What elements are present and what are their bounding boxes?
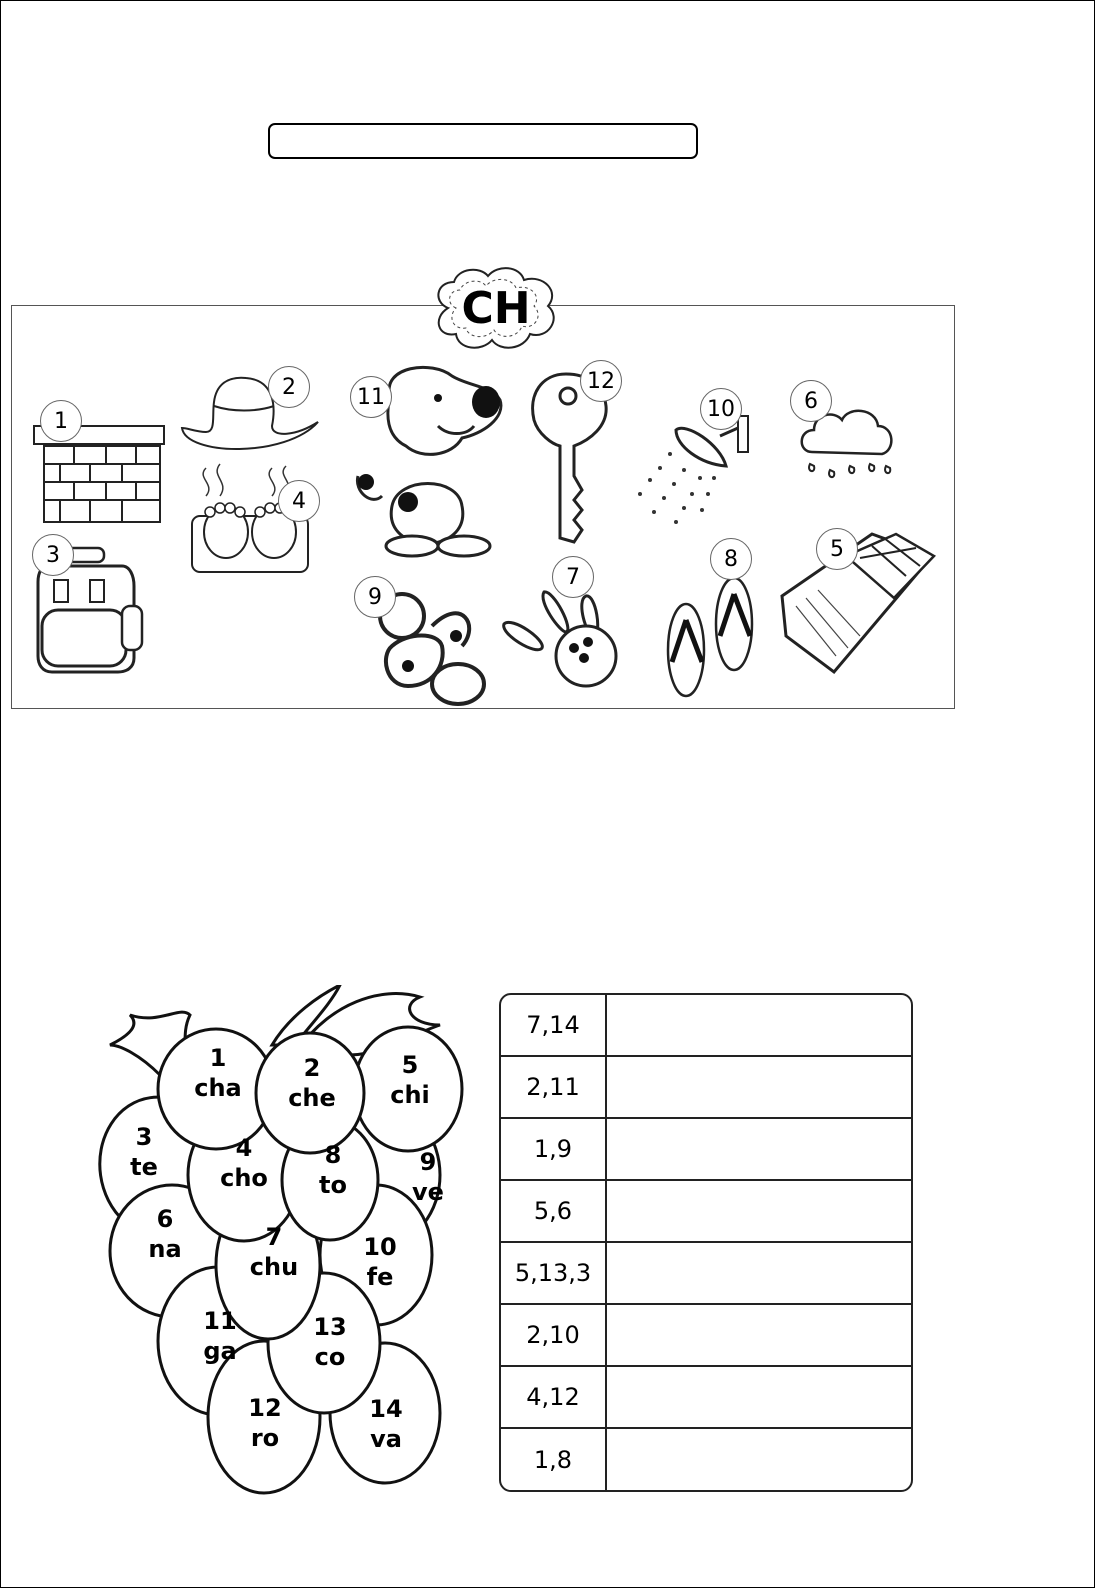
answer-field[interactable] <box>605 1057 911 1117</box>
picture-number-4: 4 <box>278 480 320 522</box>
answer-field[interactable] <box>605 1119 911 1179</box>
answer-field[interactable] <box>605 1367 911 1427</box>
answer-row <box>501 1057 911 1119</box>
ch-title: CH <box>461 282 531 334</box>
picture-number-9: 9 <box>354 576 396 618</box>
answer-field[interactable] <box>605 1181 911 1241</box>
picture-number-1: 1 <box>40 400 82 442</box>
grape-12: 12 ro <box>248 1394 282 1452</box>
picture-number-10: 10 <box>700 388 742 430</box>
row-code: 5,13,3 <box>514 1259 592 1287</box>
answer-row <box>501 1119 911 1181</box>
grape-1: 1 cha <box>194 1044 242 1102</box>
grape-6: 6 na <box>148 1205 182 1263</box>
answer-row <box>501 1367 911 1429</box>
shower-image <box>630 414 760 526</box>
grape-11: 11 ga <box>203 1307 237 1365</box>
answer-field[interactable] <box>605 995 911 1055</box>
row-code: 2,10 <box>526 1321 580 1349</box>
grape-8: 8 to <box>319 1141 347 1199</box>
row-code: 2,11 <box>526 1073 580 1101</box>
row-code: 1,8 <box>533 1446 573 1474</box>
name-field[interactable] <box>268 123 698 159</box>
bowling-image <box>500 582 626 692</box>
grape-7: 7 chu <box>249 1223 299 1281</box>
picture-number-11: 11 <box>350 376 392 418</box>
grape-9: 9 ve <box>412 1148 444 1206</box>
row-code: 7,14 <box>526 1011 580 1039</box>
grape-2: 2 che <box>288 1054 336 1112</box>
answer-row <box>501 1305 911 1367</box>
picture-number-12: 12 <box>580 360 622 402</box>
grape-10: 10 fe <box>363 1233 397 1291</box>
answer-field[interactable] <box>605 1305 911 1365</box>
answer-row <box>501 1429 911 1491</box>
picture-number-5: 5 <box>816 528 858 570</box>
grape-5: 5 chi <box>390 1051 430 1109</box>
row-code: 4,12 <box>526 1383 580 1411</box>
picture-number-7: 7 <box>552 556 594 598</box>
answer-field[interactable] <box>605 1429 911 1491</box>
grape-3: 3 te <box>130 1123 158 1181</box>
row-code: 1,9 <box>533 1135 573 1163</box>
answer-field[interactable] <box>605 1243 911 1303</box>
picture-number-3: 3 <box>32 534 74 576</box>
picture-number-8: 8 <box>710 538 752 580</box>
answer-row <box>501 1243 911 1305</box>
flip-flops-image <box>664 574 764 698</box>
grape-13: 13 co <box>313 1313 347 1371</box>
grape-14: 14 va <box>369 1395 403 1453</box>
answer-row <box>501 1181 911 1243</box>
picture-number-6: 6 <box>790 380 832 422</box>
picture-number-2: 2 <box>268 366 310 408</box>
grape-4: 4 cho <box>220 1134 268 1192</box>
syllable-answer-table <box>499 993 913 1492</box>
answer-row <box>501 995 911 1057</box>
row-code: 5,6 <box>533 1197 573 1225</box>
